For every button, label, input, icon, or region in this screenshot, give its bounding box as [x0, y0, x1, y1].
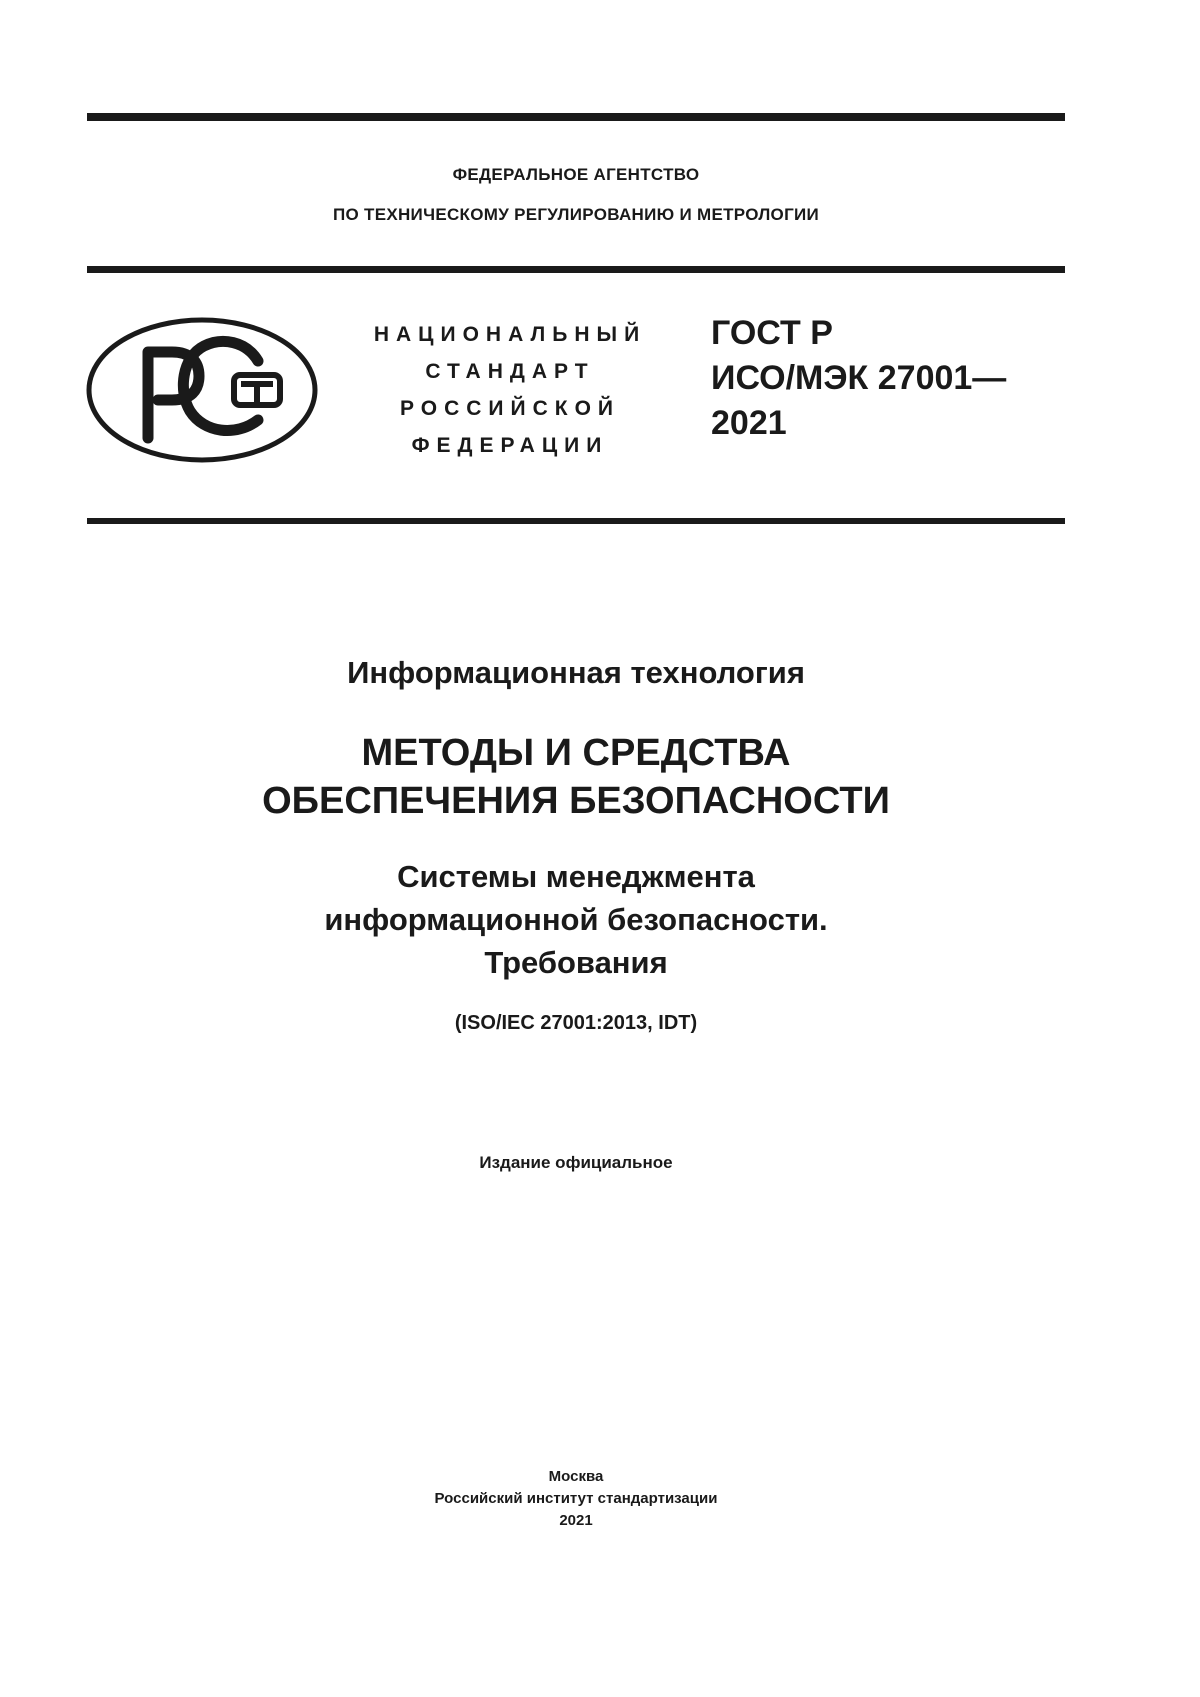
bottom-rule	[87, 518, 1065, 524]
national-standard-line1: НАЦИОНАЛЬНЫЙ	[373, 323, 647, 346]
rst-certification-mark-icon	[86, 317, 318, 463]
national-standard-line4: ФЕДЕРАЦИИ	[411, 434, 609, 457]
publication-info	[87, 1466, 1065, 1532]
designation-line1: ГОСТ Р	[711, 314, 833, 352]
designation-line2: ИСО/МЭК 27001—	[711, 359, 1007, 397]
title-sub-line3: Требования	[484, 945, 668, 980]
national-standard-line3: РОССИЙСКОЙ	[400, 397, 620, 420]
publication-publisher: Российский институт стандартизации	[434, 1490, 718, 1507]
agency-name-line2: ПО ТЕХНИЧЕСКОМУ РЕГУЛИРОВАНИЮ И МЕТРОЛОГИИ	[332, 205, 820, 224]
publication-city: Москва	[548, 1468, 604, 1485]
designation-line3: 2021	[711, 404, 787, 442]
iso-reference: (ISO/IEC 27001:2013, IDT)	[454, 1012, 698, 1034]
national-standard-label	[350, 316, 670, 464]
title-main	[87, 729, 1065, 825]
title-main-line2: ОБЕСПЕЧЕНИЯ БЕЗОПАСНОСТИ	[262, 780, 890, 822]
title-main-line1: МЕТОДЫ И СРЕДСТВА	[361, 732, 791, 774]
title-sub-line2: информационной безопасности.	[324, 902, 828, 937]
middle-rule	[87, 266, 1065, 273]
title-group: Информационная технология	[347, 655, 805, 690]
agency-name-line1: ФЕДЕРАЛЬНОЕ АГЕНТСТВО	[452, 165, 700, 184]
standard-designation	[711, 311, 1006, 446]
publication-year: 2021	[559, 1512, 593, 1529]
top-rule	[87, 113, 1065, 121]
edition-label: Издание официальное	[479, 1153, 673, 1172]
national-standard-line2: СТАНДАРТ	[425, 360, 595, 383]
title-sub	[87, 855, 1065, 984]
title-sub-line1: Системы менеджмента	[397, 859, 755, 894]
